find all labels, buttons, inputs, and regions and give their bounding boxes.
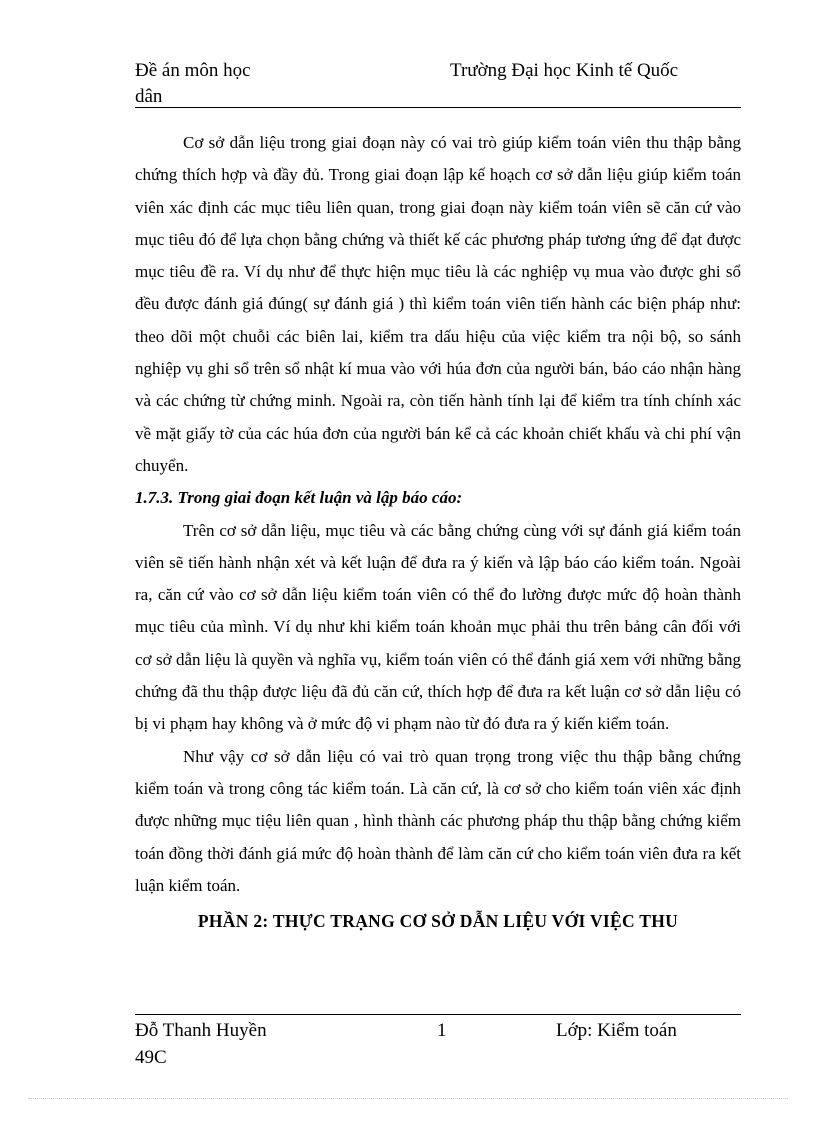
page-number: 1 xyxy=(437,1020,447,1041)
body-paragraph-2: Trên cơ sở dẫn liệu, mục tiêu và các bằng chứng cùng với sự đánh giá kiểm toán viên sẽ tiến hành nhận xét và kết luận để đưa ra ý kiến và lập báo cáo kiểm toán. Ngoài ra, căn cứ vào cơ sở dẫn liệu kiểm toán viên có thể đo lường được mức độ hoàn thành mục tiêu của mình. Ví dụ như khi kiểm toán khoản mục phải thu trên bảng cân đối với cơ sở dẫn liệu là quyền và nghĩa vụ, kiểm toán viên có thể đánh giá xem với những bằng chứng đã thu thập được liệu đã đủ căn cứ, thích hợp để đưa ra kết luận cơ sở dẫn liệu có bị vi phạm hay không và ở mức độ vi phạm nào từ đó đưa ra ý kiến kiểm toán. xyxy=(135,520,741,734)
footer-author-class-code: 49C xyxy=(135,1047,167,1068)
header-divider xyxy=(135,107,741,108)
header-university-name: Trường Đại học Kinh tế Quốc xyxy=(450,60,679,81)
footer-author xyxy=(135,1017,305,1071)
header-course-label-line1: Đề án môn học xyxy=(135,60,251,81)
body-paragraph-1: Cơ sở dẫn liệu trong giai đoạn này có vai trò giúp kiểm toán viên thu thập bằng chứng thích hợp và đầy đủ. Trong giai đoạn lập kế hoạch cơ sở dẫn liệu giúp kiểm toán viên xác định các mục tiêu liên quan, trong giai đoạn này kiểm toán viên sẽ căn cứ vào mục tiêu đó để lựa chọn bằng chứng và thiết kế các phương pháp tương ứng để đạt được mục tiêu đề ra. Ví dụ như để thực hiện mục tiêu là các nghiệp vụ mua vào được ghi sổ đều được đánh giá đúng( sự đánh giá ) thì kiểm toán viên tiến hành các biện pháp như: theo dõi một chuỗi các biên lai, kiểm tra dấu hiệu của việc kiểm tra nội bộ, so sánh nghiệp vụ ghi sổ trên sổ nhật kí mua vào với húa đơn của người bán, báo cáo nhận hàng và các chứng từ chứng minh. Ngoài ra, còn tiến hành tính lại để kiểm tra tính chính xác về mặt giấy tờ của các húa đơn của người bán kể cả các khoản chiết khấu và chi phí vận chuyển. xyxy=(135,133,741,475)
body-paragraph-3: Như vậy cơ sở dẫn liệu có vai trò quan trọng trong việc thu thập bằng chứng kiểm toán và trong công tác kiểm toán. Là căn cứ, là cơ sở cho kiểm toán viên xác định được những mục tiệu liên quan , hình thành các phương pháp thu thập bằng chứng kiểm toán đồng thời đánh giá mức độ hoàn thành để làm căn cứ cho kiểm toán viên đưa ra kết luận kiểm toán. xyxy=(135,746,741,895)
part-2-heading: PHẦN 2: THỰC TRẠNG CƠ SỞ DẪN LIỆU VỚI VIỆC THU xyxy=(197,911,679,932)
footer-class: Lớp: Kiểm toán xyxy=(556,1020,677,1041)
footer-divider xyxy=(135,1014,741,1015)
page-bottom-edge xyxy=(28,1098,788,1099)
page-footer xyxy=(135,1017,741,1071)
header-course-label xyxy=(135,58,315,110)
page-header xyxy=(135,58,741,110)
header-course-label-line2: dân xyxy=(135,86,163,107)
footer-author-name: Đỗ Thanh Huyền xyxy=(135,1020,267,1041)
section-heading-1-7-3: 1.7.3. Trong giai đoạn kết luận và lập báo cáo: xyxy=(135,488,463,508)
document-body xyxy=(135,127,741,937)
